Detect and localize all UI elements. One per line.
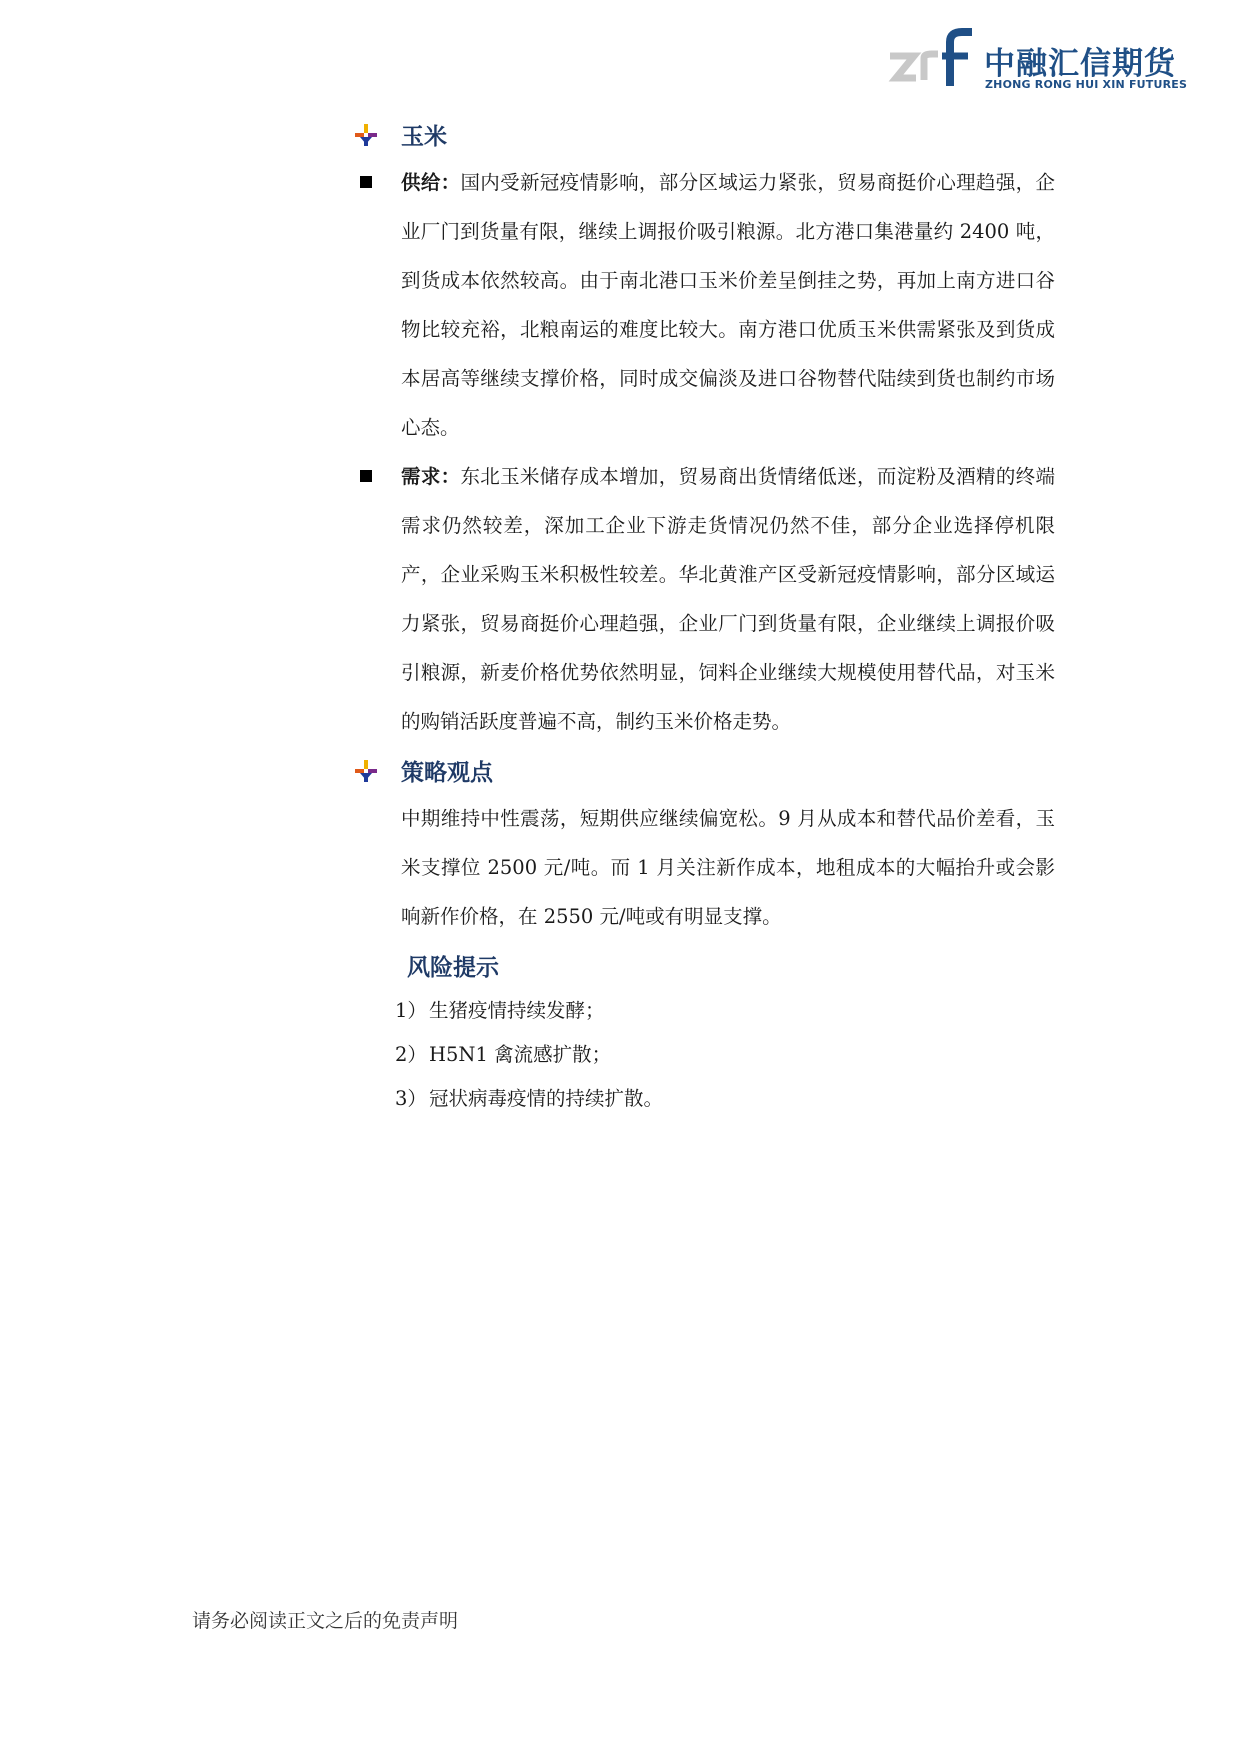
square-bullet-icon: [360, 470, 372, 482]
section-title-corn: 玉米: [401, 123, 447, 150]
demand-lead: 需求：: [401, 465, 461, 488]
supply-text: 国内受新冠疫情影响，部分区域运力紧张，贸易商挺价心理趋强，企业厂门到货量有限，继续上调报价吸引粮源。北方港口集港量约 2400 吨，到货成本依然较高。由于南北港口玉米价差呈倒挂之势，再加上南方进口谷物比较充裕，北粮南运的难度比较大。南方港口优质玉米供需紧张及到货成本居高等继续支撑价格，同时成交偏淡及进口谷物替代陆续到货也制约市场心态。: [401, 171, 1055, 439]
company-logo: [888, 28, 1188, 98]
section-title-risk: 风险提示: [407, 954, 499, 981]
znf-logo-mark-icon: [888, 28, 978, 92]
strategy-text: 中期维持中性震荡，短期供应继续偏宽松。9 月从成本和替代品价差看，玉米支撑位 2500 元/吨。而 1 月关注新作成本，地租成本的大幅抬升或会影响新作价格，在 2550 元/吨或有明显支撑。: [401, 807, 1055, 928]
section-header-strategy: [355, 746, 1055, 794]
document-body: [355, 110, 1055, 1121]
logo-english-name: ZHONG RONG HUI XIN FUTURES: [985, 78, 1188, 91]
square-bullet-icon: [360, 176, 372, 188]
list-item: 1） 生猪疫情持续发酵；: [395, 999, 605, 1022]
footer-disclaimer: 请务必阅读正文之后的免责声明: [192, 1610, 459, 1632]
demand-text: 东北玉米储存成本增加，贸易商出货情绪低迷，而淀粉及酒精的终端需求仍然较差，深加工企业下游走货情况仍然不佳，部分企业选择停机限产，企业采购玉米积极性较差。华北黄淮产区受新冠疫情影响，部分区域运力紧张，贸易商挺价心理趋强，企业厂门到货量有限，企业继续上调报价吸引粮源，新麦价格优势依然明显，饲料企业继续大规模使用替代品，对玉米的购销活跃度普遍不高，制约玉米价格走势。: [401, 465, 1055, 733]
strategy-paragraph: [355, 794, 1055, 941]
section-bullet-icon: [355, 760, 377, 782]
list-item: 3） 冠状病毒疫情的持续扩散。: [395, 1087, 664, 1110]
supply-paragraph: [355, 158, 1055, 452]
supply-lead: 供给：: [401, 171, 461, 194]
risk-list: [355, 989, 1055, 1121]
section-bullet-icon: [355, 124, 377, 146]
section-header-corn: [355, 110, 1055, 158]
section-title-strategy: 策略观点: [401, 759, 493, 786]
list-item: 2） H5N1 禽流感扩散；: [395, 1043, 612, 1066]
logo-chinese-name: 中融汇信期货: [984, 46, 1176, 82]
demand-paragraph: [355, 452, 1055, 746]
